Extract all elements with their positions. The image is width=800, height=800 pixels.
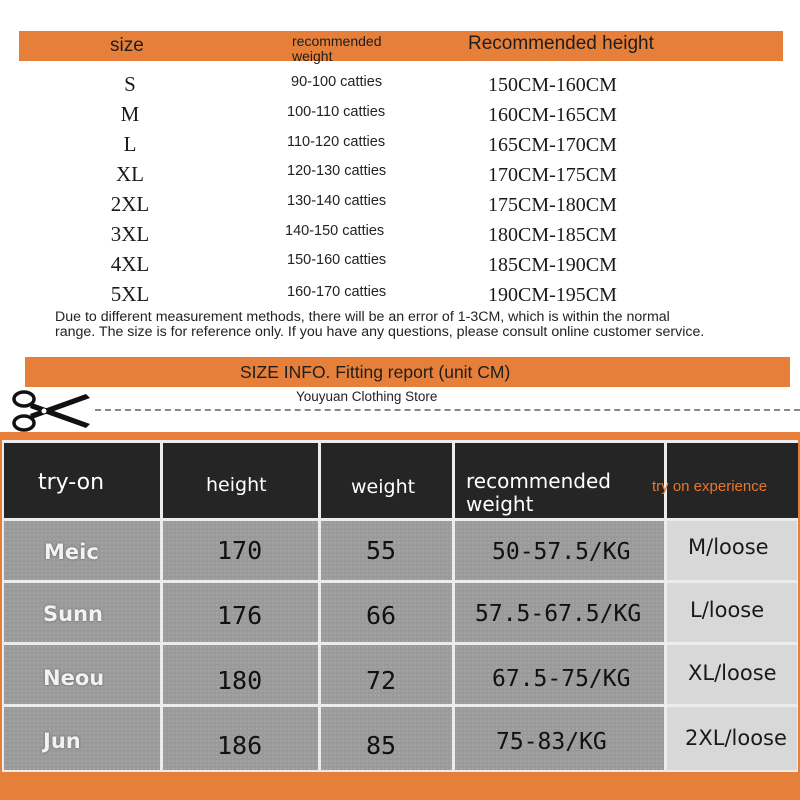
store-name: Youyuan Clothing Store (296, 389, 438, 404)
height-header: height (206, 474, 267, 496)
height-column-header: Recommended height (468, 33, 654, 54)
height-cell: 150CM-160CM (488, 74, 617, 96)
size-column-header: size (110, 35, 144, 56)
size-cell: XL (116, 162, 144, 186)
weight-cell: 150-160 catties (287, 252, 387, 268)
size-cell: 3XL (110, 222, 150, 246)
fitting-report-title: SIZE INFO. Fitting report (unit CM) (240, 362, 511, 382)
tester-height: 180 (217, 666, 263, 695)
try-on-experience: M/loose (688, 535, 769, 559)
weight-cell: 160-170 catties (287, 284, 387, 300)
weight-cell: 90-100 catties (291, 74, 383, 90)
size-cell: M (120, 102, 140, 126)
recommended-header-line1: recommended (466, 469, 611, 493)
height-cell: 165CM-170CM (488, 134, 617, 156)
tester-weight: 55 (366, 536, 397, 565)
weight-cell: 140-150 catties (285, 223, 385, 239)
experience-header: try on experience (652, 478, 768, 495)
tester-height: 186 (217, 731, 263, 760)
size-cell: 4XL (110, 252, 150, 276)
height-cell: 185CM-190CM (488, 254, 617, 276)
size-cell: 5XL (110, 282, 150, 306)
weight-cell: 110-120 catties (287, 134, 386, 150)
size-cell: S (124, 72, 136, 96)
try-on-experience: 2XL/loose (685, 726, 787, 750)
measurement-note-line1: Due to different measurement methods, there will be an error of 1-3CM, which is within the normal (55, 309, 670, 325)
weight-column-header-line2: weight (292, 48, 333, 64)
tester-name: Jun (43, 729, 81, 753)
tester-weight: 66 (366, 601, 397, 630)
height-cell: 175CM-180CM (488, 194, 617, 216)
weight-header: weight (351, 476, 416, 498)
tester-weight: 85 (366, 731, 397, 760)
tester-name: Neou (43, 666, 105, 690)
recommended-weight: 57.5-67.5/KG (475, 601, 642, 627)
try-on-experience: XL/loose (688, 661, 777, 685)
size-cell: 2XL (110, 192, 150, 216)
try-on-experience: L/loose (690, 598, 765, 622)
weight-column-header-line1: recommended (292, 33, 382, 49)
tester-height: 176 (217, 601, 263, 630)
recommended-weight: 67.5-75/KG (492, 666, 631, 692)
cut-line (95, 409, 800, 411)
scissors-icon (10, 388, 92, 434)
height-cell: 190CM-195CM (488, 284, 617, 306)
height-cell: 160CM-165CM (488, 104, 617, 126)
tester-height: 170 (217, 536, 263, 565)
measurement-note-line2: range. The size is for reference only. If you have any questions, please consult online customer service. (55, 324, 705, 340)
weight-cell: 100-110 catties (287, 104, 386, 120)
weight-cell: 130-140 catties (287, 193, 387, 209)
height-cell: 170CM-175CM (488, 164, 617, 186)
tester-name: Meic (44, 540, 99, 564)
recommended-weight: 75-83/KG (496, 729, 607, 755)
name-cell (4, 707, 160, 770)
recommended-weight: 50-57.5/KG (492, 539, 631, 565)
try-on-header: try-on (38, 470, 105, 495)
recommended-header-line2: weight (466, 492, 534, 516)
size-cell: L (123, 132, 137, 156)
weight-cell: 120-130 catties (287, 163, 387, 179)
tester-weight: 72 (366, 666, 397, 695)
height-cell: 180CM-185CM (488, 224, 617, 246)
tester-name: Sunn (43, 602, 103, 626)
